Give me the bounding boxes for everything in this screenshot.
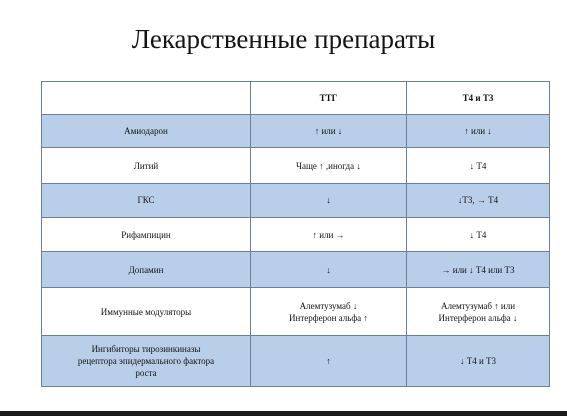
cell-t4-t3: Алемтузумаб ↑ или Интерферон альфа ↓ bbox=[407, 287, 550, 336]
cell-tsh: ↑ bbox=[251, 336, 407, 387]
table-row bbox=[42, 183, 550, 217]
table-row bbox=[42, 336, 550, 387]
cell-drug: ГКС bbox=[42, 183, 251, 217]
cell-t4-t3: ↓ Т4 bbox=[407, 218, 550, 252]
cell-tsh: ↓ bbox=[251, 252, 407, 287]
table-row bbox=[42, 115, 550, 148]
cell-tsh: ↑ или ↓ bbox=[251, 115, 407, 148]
slide-title: Лекарственные препараты bbox=[131, 24, 436, 54]
bottom-strip bbox=[0, 411, 567, 416]
cell-t4-t3: ↓Т3, → Т4 bbox=[407, 183, 550, 217]
cell-drug: Допамин bbox=[42, 252, 251, 287]
cell-drug: Иммунные модуляторы bbox=[42, 287, 251, 336]
cell-drug: Амиодарон bbox=[42, 115, 251, 148]
table-row bbox=[42, 218, 550, 252]
header-tsh: ТТГ bbox=[251, 82, 407, 115]
table-body bbox=[42, 115, 550, 387]
cell-tsh: ↓ bbox=[251, 183, 407, 217]
drug-effects-table bbox=[41, 81, 550, 387]
cell-t4-t3: ↓ Т4 bbox=[407, 148, 550, 183]
table-row bbox=[42, 287, 550, 336]
cell-tsh: ↑ или → bbox=[251, 218, 407, 252]
cell-tsh: Алемтузумаб ↓ Интерферон альфа ↑ bbox=[251, 287, 407, 336]
cell-t4-t3: ↑ или ↓ bbox=[407, 115, 550, 148]
cell-drug: Рифампицин bbox=[42, 218, 251, 252]
header-drug bbox=[42, 82, 251, 115]
table-row bbox=[42, 148, 550, 183]
header-t4-t3: Т4 и Т3 bbox=[407, 82, 550, 115]
table-row bbox=[42, 252, 550, 287]
cell-tsh: Чаще ↑ ,иногда ↓ bbox=[251, 148, 407, 183]
cell-t4-t3: ↓ Т4 и Т3 bbox=[407, 336, 550, 387]
cell-t4-t3: → или ↓ Т4 или Т3 bbox=[407, 252, 550, 287]
cell-drug: Литий bbox=[42, 148, 251, 183]
cell-drug: Ингибиторы тирозинкиназы рецептора эпидермального фактора роста bbox=[42, 336, 251, 387]
